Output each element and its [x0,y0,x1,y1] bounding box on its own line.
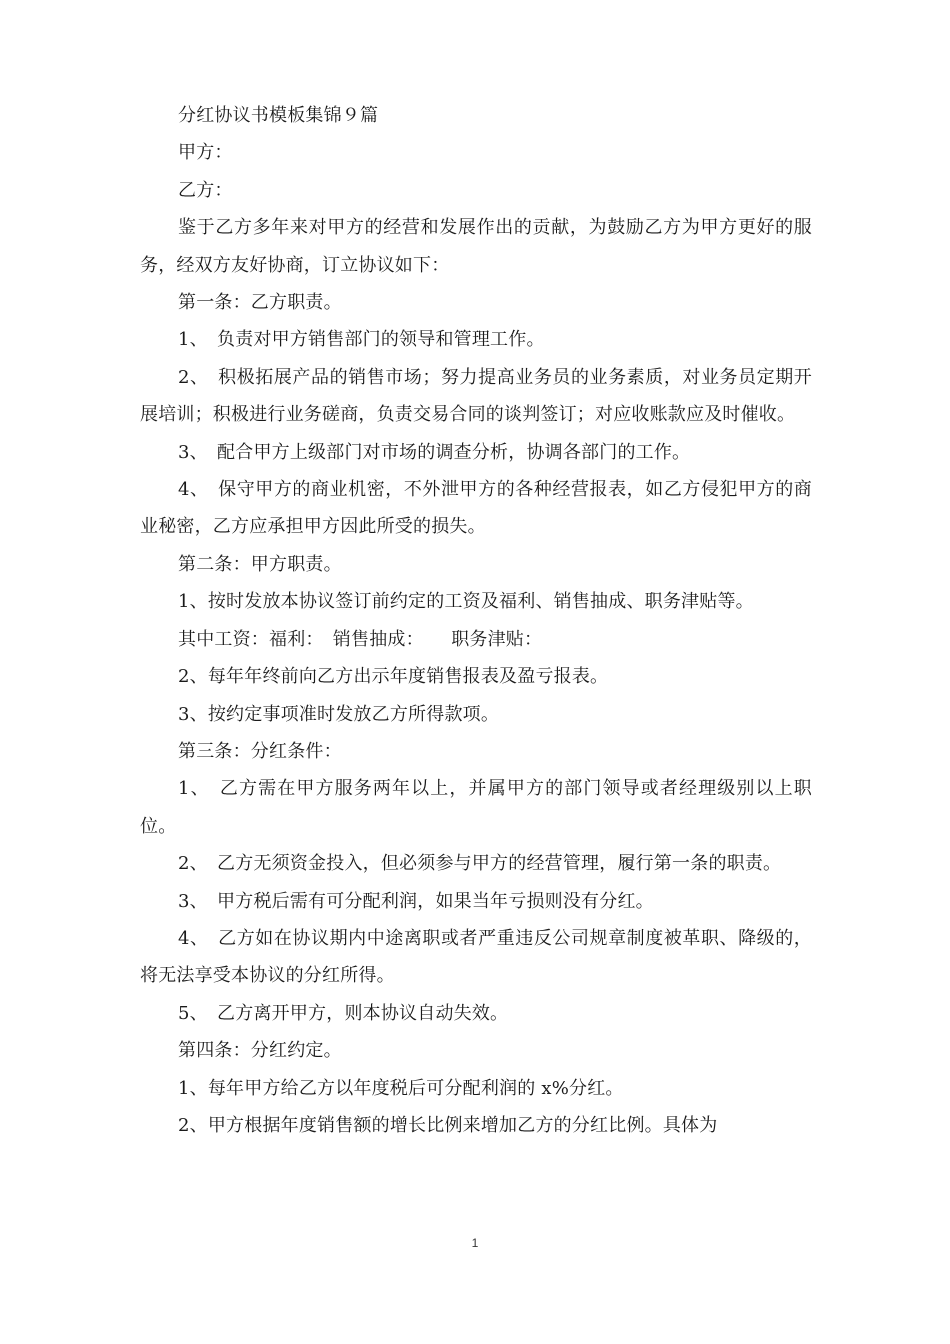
article-4-item: 2、甲方根据年度销售额的增长比例来增加乙方的分红比例。具体为 [178,1114,718,1136]
party-b-label: 乙方： [178,179,233,201]
article-2-item: 3、按约定事项准时发放乙方所得款项。 [178,703,500,725]
article-3-heading: 第三条：分红条件： [178,740,342,762]
article-2-item: 1、按时发放本协议签订前约定的工资及福利、销售抽成、职务津贴等。 [178,591,754,613]
article-1-item: 2、 积极拓展产品的销售市场；努力提高业务员的业务素质，对业务员定期开展培训；积极进行业务磋商，负责交易合同的谈判签订；对应收账款应及时催收。 [140,366,812,426]
article-2-item: 2、每年年终前向乙方出示年度销售报表及盈亏报表。 [178,666,609,688]
preamble-paragraph: 鉴于乙方多年来对甲方的经营和发展作出的贡献，为鼓励乙方为甲方更好的服务，经双方友好协商，订立协议如下： [140,217,812,276]
page-number: 1 [471,1236,479,1250]
article-1-item: 1、 负责对甲方销售部门的领导和管理工作。 [178,329,545,351]
article-3-item: 5、 乙方离开甲方，则本协议自动失效。 [178,1002,509,1024]
article-1-item: 4、 保守甲方的商业机密，不外泄甲方的各种经营报表，如乙方侵犯甲方的商业秘密，乙方应承担甲方因此所受的损失。 [140,479,812,538]
article-2-item: 其中工资：福利： 销售抽成： 职务津贴： [178,628,543,650]
article-1-heading: 第一条：乙方职责。 [178,292,342,314]
article-4-heading: 第四条：分红约定。 [178,1040,342,1062]
document-title: 分红协议书模板集锦９篇 [178,105,379,126]
article-2-heading: 第二条：甲方职责。 [178,553,342,575]
article-3-item: 1、 乙方需在甲方服务两年以上，并属甲方的部门领导或者经理级别以上职位。 [140,778,812,837]
party-a-label: 甲方： [178,142,233,164]
article-4-item: 1、每年甲方给乙方以年度税后可分配利润的 x%分红。 [178,1077,624,1099]
article-3-item: 4、 乙方如在协议期内中途离职或者严重违反公司规章制度被革职、降级的，将无法享受本协议的分红所得。 [140,927,812,987]
document-body [140,97,812,1144]
article-1-item: 3、 配合甲方上级部门对市场的调查分析，协调各部门的工作。 [178,441,691,463]
article-3-item: 3、 甲方税后需有可分配利润，如果当年亏损则没有分红。 [178,890,654,912]
article-3-item: 2、 乙方无须资金投入，但必须参与甲方的经营管理，履行第一条的职责。 [178,853,782,875]
